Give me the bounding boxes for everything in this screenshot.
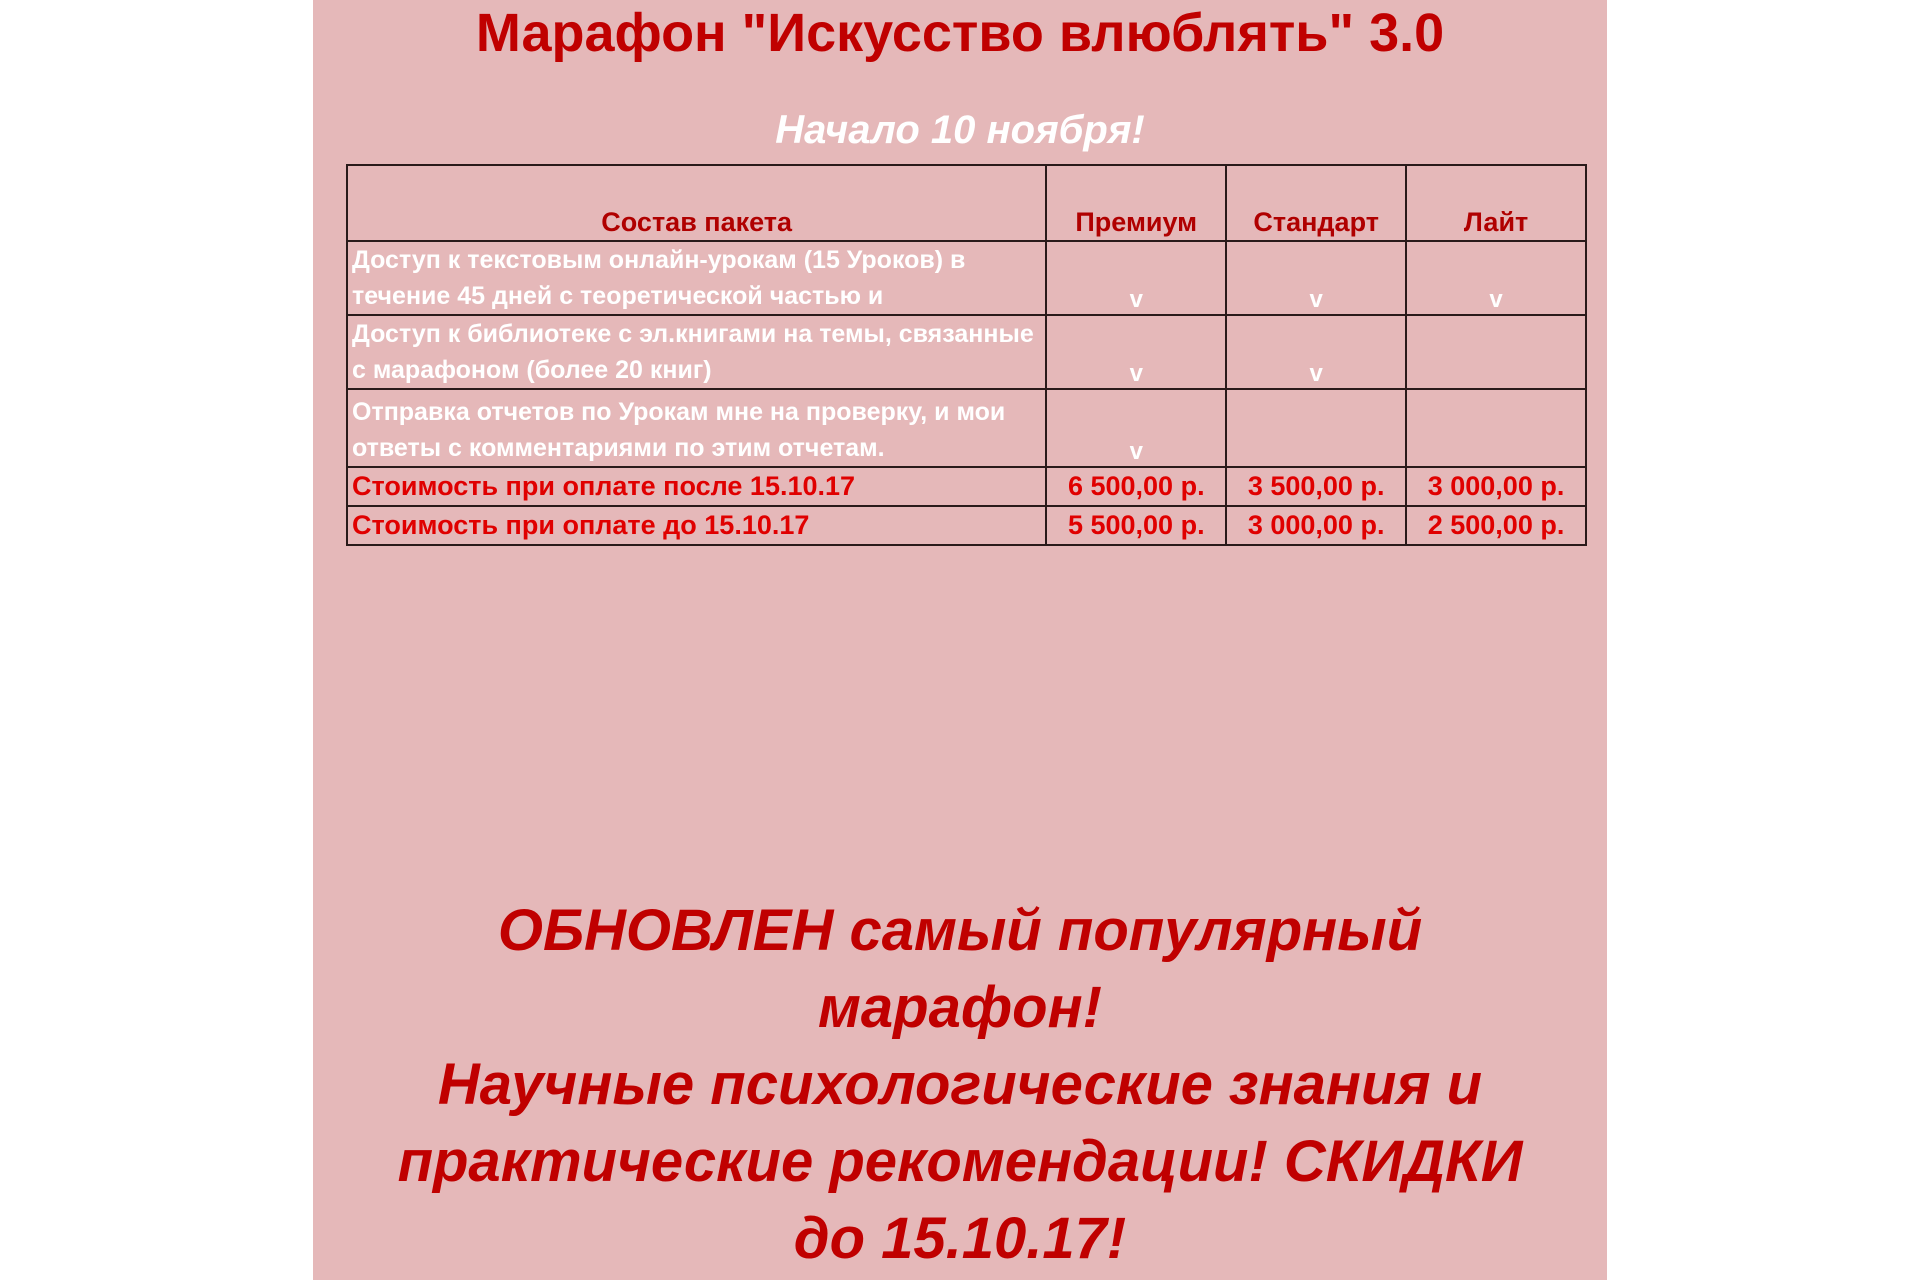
table-row (347, 241, 1586, 315)
page-title: Марафон "Искусство влюблять" 3.0 (475, 3, 1445, 63)
check-mark: v (1046, 241, 1226, 315)
promo-line: ОБНОВЛЕН самый популярный (497, 898, 1423, 963)
check-mark: v (1406, 241, 1586, 315)
feature-text: Отправка отчетов по Урокам мне на проверку, и мои ответы с комментариями по этим отчетам. (347, 389, 1046, 467)
start-date-subtitle: Начало 10 ноября! (775, 108, 1145, 152)
promo-line: марафон! (818, 975, 1102, 1040)
price-lite: 3 000,00 р. (1406, 467, 1586, 506)
check-mark: v (1226, 315, 1406, 389)
price-premium: 5 500,00 р. (1046, 506, 1226, 545)
table-row (347, 315, 1586, 389)
check-mark (1406, 315, 1586, 389)
feature-text: Доступ к библиотеке с эл.книгами на темы, связанные с марафоном (более 20 книг) (347, 315, 1046, 389)
check-mark (1406, 389, 1586, 467)
price-row (347, 506, 1586, 545)
price-premium: 6 500,00 р. (1046, 467, 1226, 506)
promo-line: практические рекомендации! СКИДКИ (397, 1129, 1523, 1194)
check-mark: v (1046, 315, 1226, 389)
price-label: Стоимость при оплате после 15.10.17 (347, 467, 1046, 506)
price-lite: 2 500,00 р. (1406, 506, 1586, 545)
price-standard: 3 500,00 р. (1226, 467, 1406, 506)
header-package: Состав пакета (347, 165, 1046, 241)
price-standard: 3 000,00 р. (1226, 506, 1406, 545)
flyer-panel (313, 0, 1607, 1280)
package-table (346, 164, 1587, 546)
feature-text: Доступ к текстовым онлайн-урокам (15 Уроков) в течение 45 дней с теоретической частью и (347, 241, 1046, 315)
header-premium: Премиум (1046, 165, 1226, 241)
promo-line: до 15.10.17! (793, 1206, 1127, 1271)
table-header-row (347, 165, 1586, 241)
check-mark: v (1046, 389, 1226, 467)
price-row (347, 467, 1586, 506)
check-mark: v (1226, 241, 1406, 315)
price-label: Стоимость при оплате до 15.10.17 (347, 506, 1046, 545)
promo-line: Научные психологические знания и (437, 1052, 1483, 1117)
promo-text (313, 892, 1607, 1277)
check-mark (1226, 389, 1406, 467)
header-lite: Лайт (1406, 165, 1586, 241)
header-standard: Стандарт (1226, 165, 1406, 241)
table-row (347, 389, 1586, 467)
